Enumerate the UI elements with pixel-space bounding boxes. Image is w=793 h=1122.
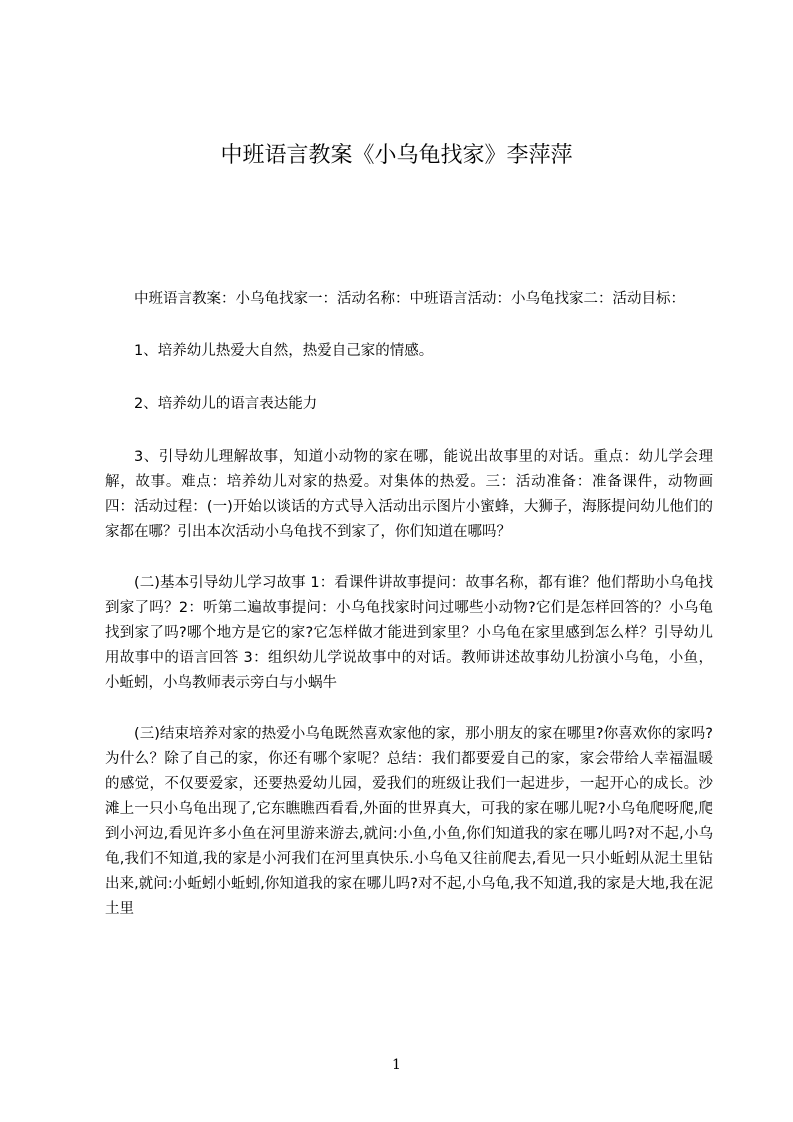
paragraph-section-2: (二)基本引导幼儿学习故事 1：看课件讲故事提问：故事名称，都有谁？他们帮助小乌龟找到家了吗？2：听第二遍故事提问：小乌龟找家时问过哪些小动物?它们是怎样回答的？小乌龟找到家了吗?哪个地方是它的家?它怎样做才能进到家里？小乌龟在家里感到怎么样？引导幼儿用故事中的语言回答 3：组织幼儿学说故事中的对话。教师讲述故事幼儿扮演小乌龟，小鱼，小蚯蚓，小鸟教师表示旁白与小蜗牛 xyxy=(105,575,713,691)
paragraph-goal-1: 1、培养幼儿热爱大自然，热爱自己家的情感。 xyxy=(134,343,434,359)
page-number: 1 xyxy=(392,1057,401,1073)
document-body xyxy=(105,287,713,948)
paragraph-intro: 中班语言教案：小乌龟找家一：活动名称：中班语言活动：小乌龟找家二：活动目标： xyxy=(134,291,685,307)
paragraph-goal-2: 2、培养幼儿的语言表达能力 xyxy=(134,396,318,412)
document-title: 中班语言教案《小乌龟找家》李萍萍 xyxy=(220,143,573,168)
paragraph-goal-3: 3、引导幼儿理解故事，知道小动物的家在哪，能说出故事里的对话。重点：幼儿学会理解，故事。难点：培养幼儿对家的热爱。对集体的热爱。三：活动准备：准备课件，动物画四：活动过程：(一)开始以谈话的方式导入活动出示图片小蜜蜂，大狮子，海豚提问幼儿他们的家都在哪？引出本次活动小乌龟找不到家了，你们知道在哪吗？ xyxy=(105,449,713,540)
paragraph-section-3: (三)结束培养对家的热爱小乌龟既然喜欢家他的家，那小朋友的家在哪里?你喜欢你的家吗?为什么？除了自己的家，你还有哪个家呢？总结：我们都要爱自己的家，家会带给人幸福温暖的感觉，不仅要爱家，还要热爱幼儿园，爱我们的班级让我们一起进步，一起开心的成长。沙滩上一只小乌龟出现了,它东瞧瞧西看看,外面的世界真大，可我的家在哪儿呢?小乌龟爬呀爬,爬到小河边,看见许多小鱼在河里游来游去,就问:小鱼,小鱼,你们知道我的家在哪儿吗?对不起,小乌龟,我们不知道,我的家是小河我们在河里真快乐.小乌龟又往前爬去,看见一只小蚯蚓从泥土里钻出来,就问:小蚯蚓小蚯蚓,你知道我的家在哪儿吗?对不起,小乌龟,我不知道,我的家是大地,我在泥土里 xyxy=(105,726,713,917)
